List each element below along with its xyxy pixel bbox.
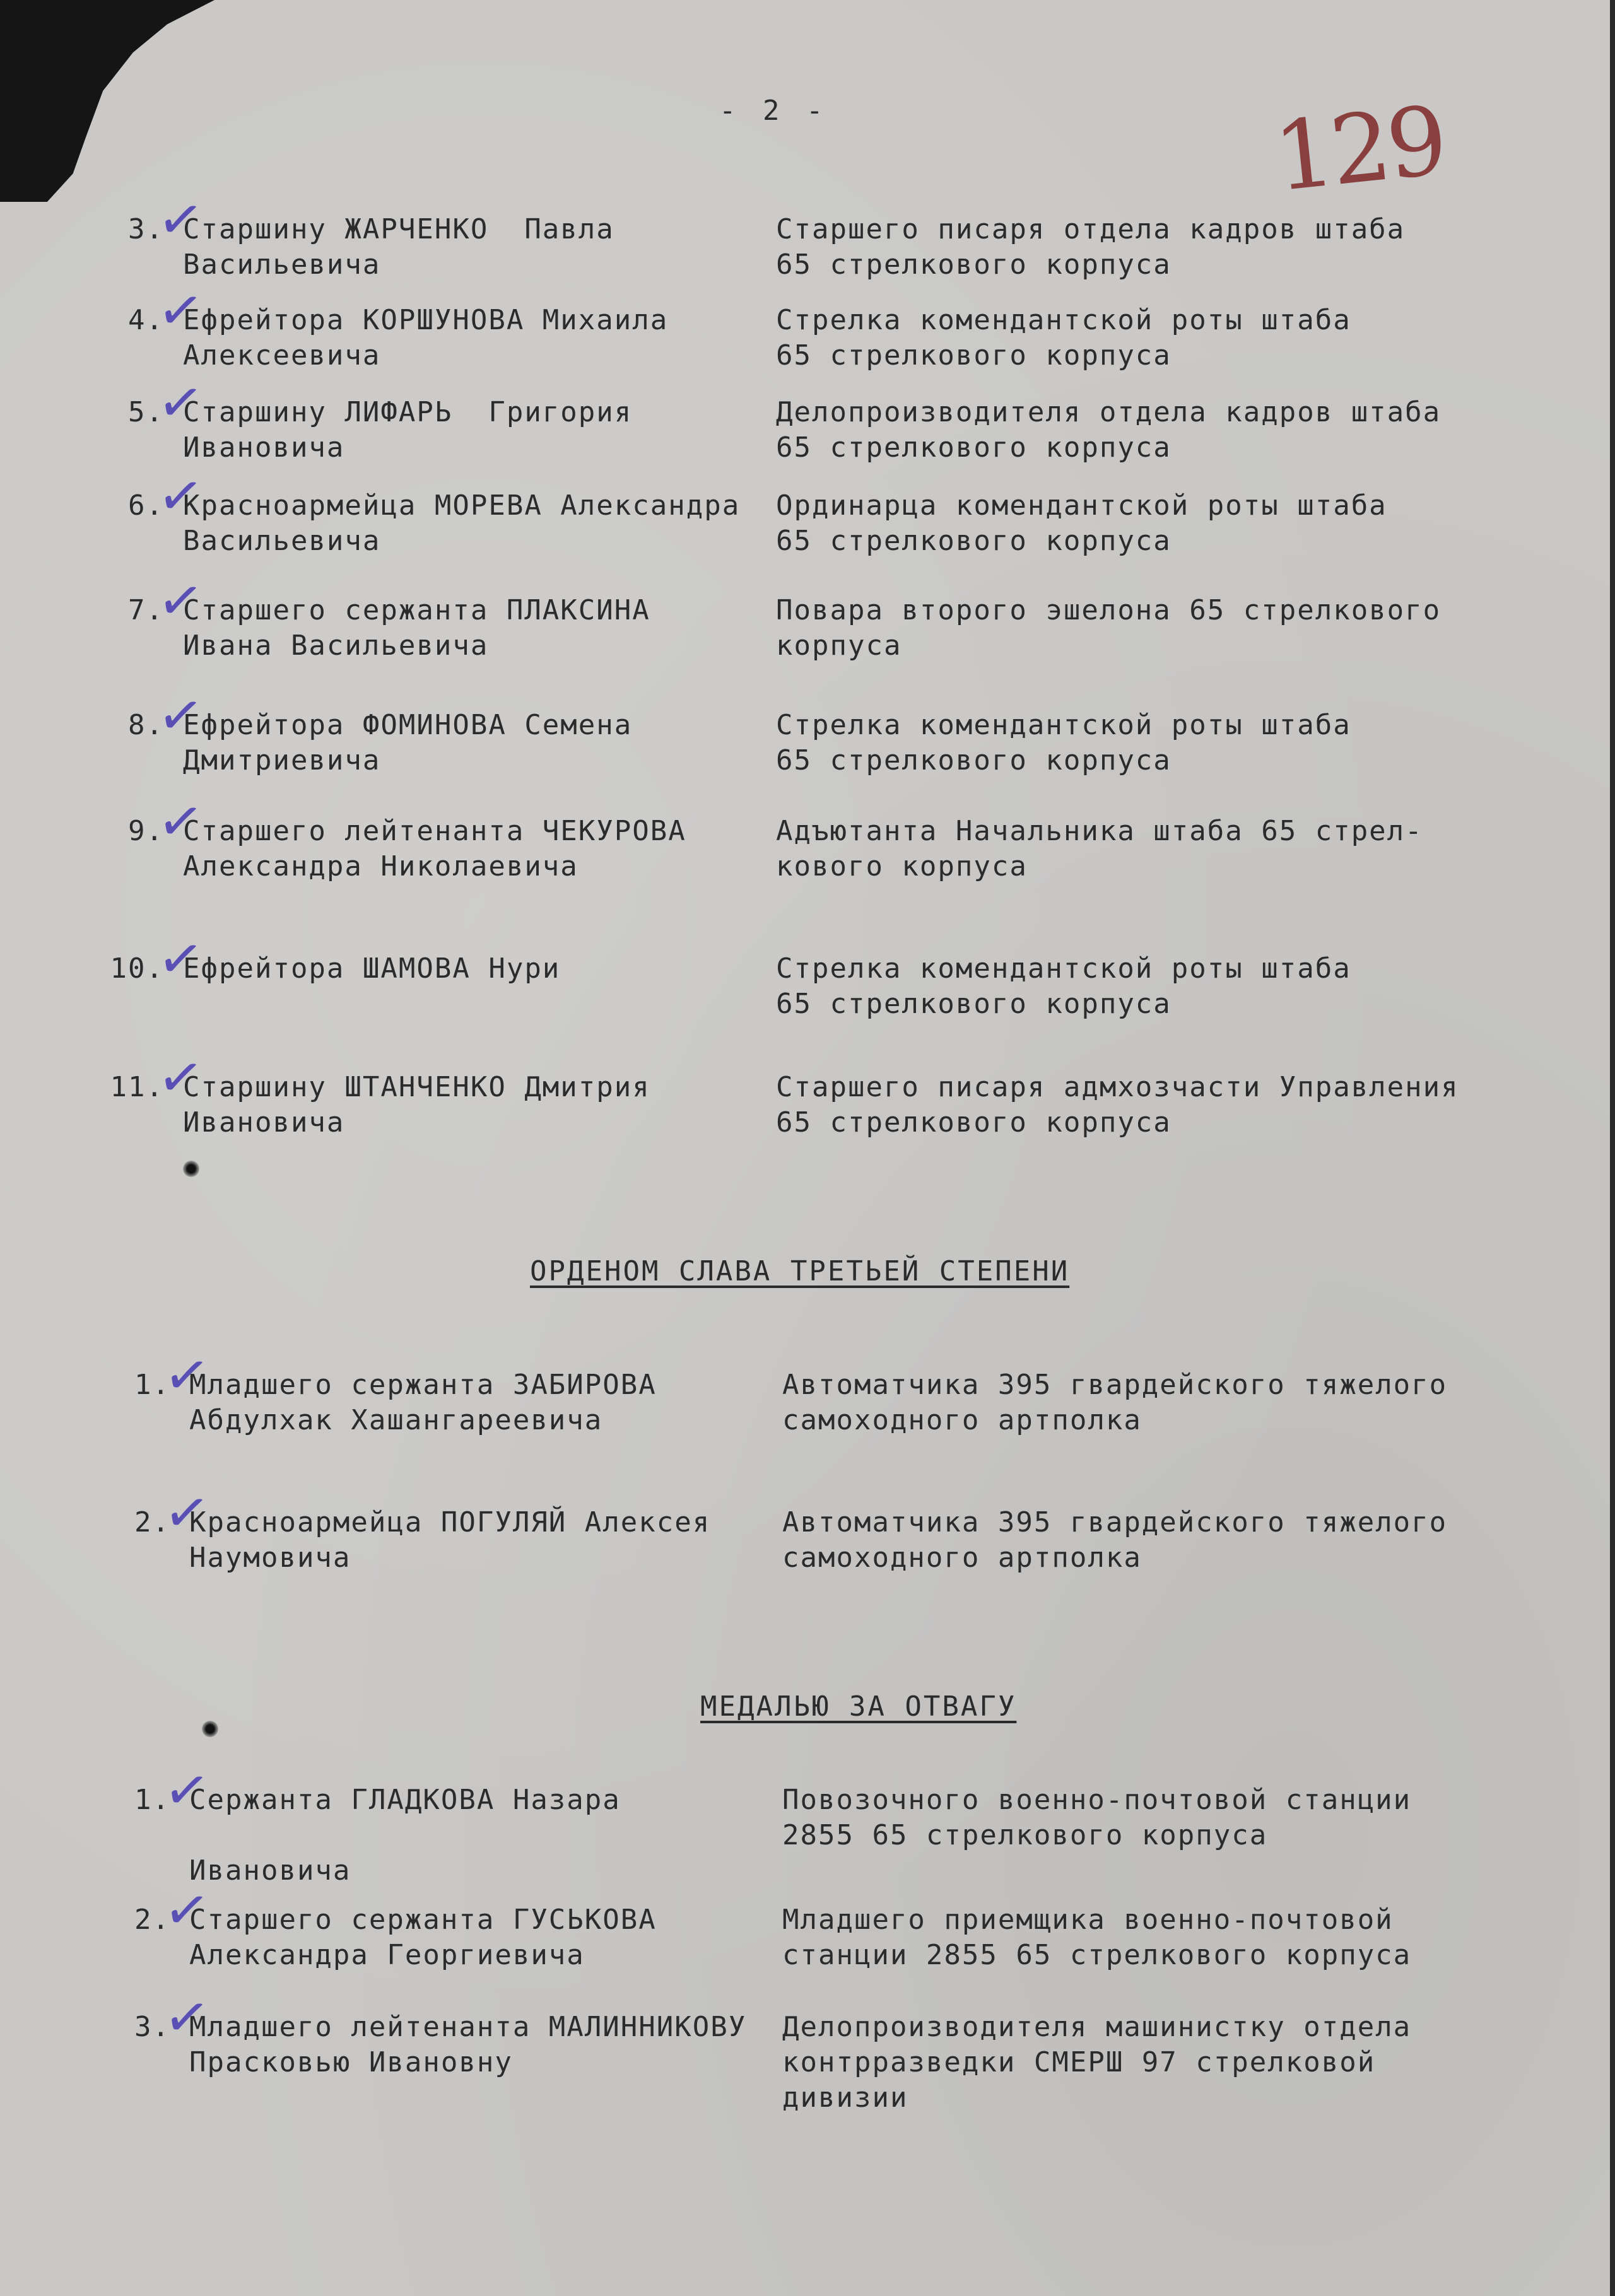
section-heading: ОРДЕНОМ СЛАВА ТРЕТЬЕЙ СТЕПЕНИ	[530, 1255, 1070, 1287]
entry-number: 10.	[110, 952, 164, 985]
check-mark-icon: ✓	[160, 1876, 215, 1945]
entry-number: 2.	[134, 1904, 170, 1936]
check-mark-icon: ✓	[160, 1341, 215, 1410]
check-mark-icon: ✓	[153, 681, 209, 751]
entry-number: 2.	[134, 1506, 170, 1538]
entry-name: Старшего сержанта ПЛАКСИНА Ивана Васильевича	[183, 594, 650, 662]
entry-number: 3.	[128, 213, 164, 245]
check-mark-icon: ✓	[153, 787, 209, 857]
check-mark-icon: ✓	[160, 1479, 215, 1548]
entry-role: Стрелка комендантской роты штаба 65 стрелкового корпуса	[776, 709, 1351, 776]
entry-role: Стрелка комендантской роты штаба 65 стрелкового корпуса	[776, 304, 1351, 372]
check-mark-icon: ✓	[153, 276, 209, 346]
check-mark-icon: ✓	[153, 185, 209, 255]
entry-name: Сержанта ГЛАДКОВА Назара Ивановича	[189, 1784, 621, 1887]
entry-role: Ординарца комендантской роты штаба 65 стрелкового корпуса	[776, 489, 1387, 557]
section-heading: МЕДАЛЬЮ ЗА ОТВАГУ	[700, 1690, 1017, 1723]
punch-hole	[202, 1721, 218, 1737]
entry-name: Старшего лейтенанта ЧЕКУРОВА Александра Николаевича	[183, 815, 686, 882]
entry-role: Адъютанта Начальника штаба 65 стрел- кового корпуса	[776, 815, 1423, 882]
entry-role: Старшего писаря отдела кадров штаба 65 стрелкового корпуса	[776, 213, 1406, 281]
check-mark-icon: ✓	[160, 1756, 215, 1825]
page-number: - 2 -	[719, 95, 828, 127]
check-mark-icon: ✓	[153, 1043, 209, 1113]
entry-name: Ефрейтора КОРШУНОВА Михаила Алексеевича	[183, 304, 669, 372]
check-mark-icon: ✓	[153, 368, 209, 438]
entry-role: Автоматчика 395 гвардейского тяжелого самоходного артполка	[782, 1369, 1448, 1436]
entry-name: Ефрейтора ФОМИНОВА Семена Дмитриевича	[183, 709, 633, 776]
entry-name: Старшину ЖАРЧЕНКО Павла Васильевича	[183, 213, 614, 281]
entry-number: 9.	[128, 815, 164, 847]
check-mark-icon: ✓	[153, 462, 209, 531]
torn-corner	[0, 0, 214, 202]
entry-role: Старшего писаря адмхозчасти Управления 65 стрелкового корпуса	[776, 1071, 1459, 1139]
entry-role: Младшего приемщика военно-почтовой станции 2855 65 стрелкового корпуса	[782, 1904, 1412, 1971]
entry-role: Стрелка комендантской роты штаба 65 стрелкового корпуса	[776, 952, 1351, 1020]
check-mark-icon: ✓	[153, 925, 209, 994]
entry-number: 6.	[128, 489, 164, 522]
entry-name: Красноармейца МОРЕВА Александра Васильевича	[183, 489, 741, 557]
check-mark-icon: ✓	[153, 566, 209, 636]
entry-name: Старшину ШТАНЧЕНКО Дмитрия Ивановича	[183, 1071, 650, 1139]
entry-role: Автоматчика 395 гвардейского тяжелого самоходного артполка	[782, 1506, 1448, 1574]
entry-role: Повара второго эшелона 65 стрелкового корпуса	[776, 594, 1442, 662]
entry-role: Повозочного военно-почтовой станции 2855 65 стрелкового корпуса	[782, 1784, 1412, 1851]
check-mark-icon: ✓	[160, 1983, 215, 2053]
entry-name: Младшего лейтенанта МАЛИННИКОВУ Прасковью Ивановну	[189, 2011, 747, 2078]
entry-number: 3.	[134, 2011, 170, 2043]
entry-number: 8.	[128, 709, 164, 741]
entry-number: 4.	[128, 304, 164, 336]
handwritten-page-number: 129	[1269, 86, 1449, 213]
entry-name: Младшего сержанта ЗАБИРОВА Абдулхак Хашангареевича	[189, 1369, 657, 1436]
entry-name: Ефрейтора ШАМОВА Нури	[183, 952, 561, 985]
punch-hole	[183, 1161, 199, 1177]
entry-number: 1.	[134, 1784, 170, 1816]
entry-name: Старшего сержанта ГУСЬКОВА Александра Георгиевича	[189, 1904, 657, 1971]
entry-role: Делопроизводителя отдела кадров штаба 65 стрелкового корпуса	[776, 396, 1442, 464]
entry-number: 5.	[128, 396, 164, 428]
entry-number: 7.	[128, 594, 164, 626]
entry-number: 1.	[134, 1369, 170, 1401]
entry-role: Делопроизводителя машинистку отдела контрразведки СМЕРШ 97 стрелковой дивизии	[782, 2011, 1412, 2114]
entry-name: Красноармейца ПОГУЛЯЙ Алексея Наумовича	[189, 1506, 711, 1574]
entry-name: Старшину ЛИФАРЬ Григория Ивановича	[183, 396, 633, 464]
entry-number: 11.	[110, 1071, 164, 1103]
